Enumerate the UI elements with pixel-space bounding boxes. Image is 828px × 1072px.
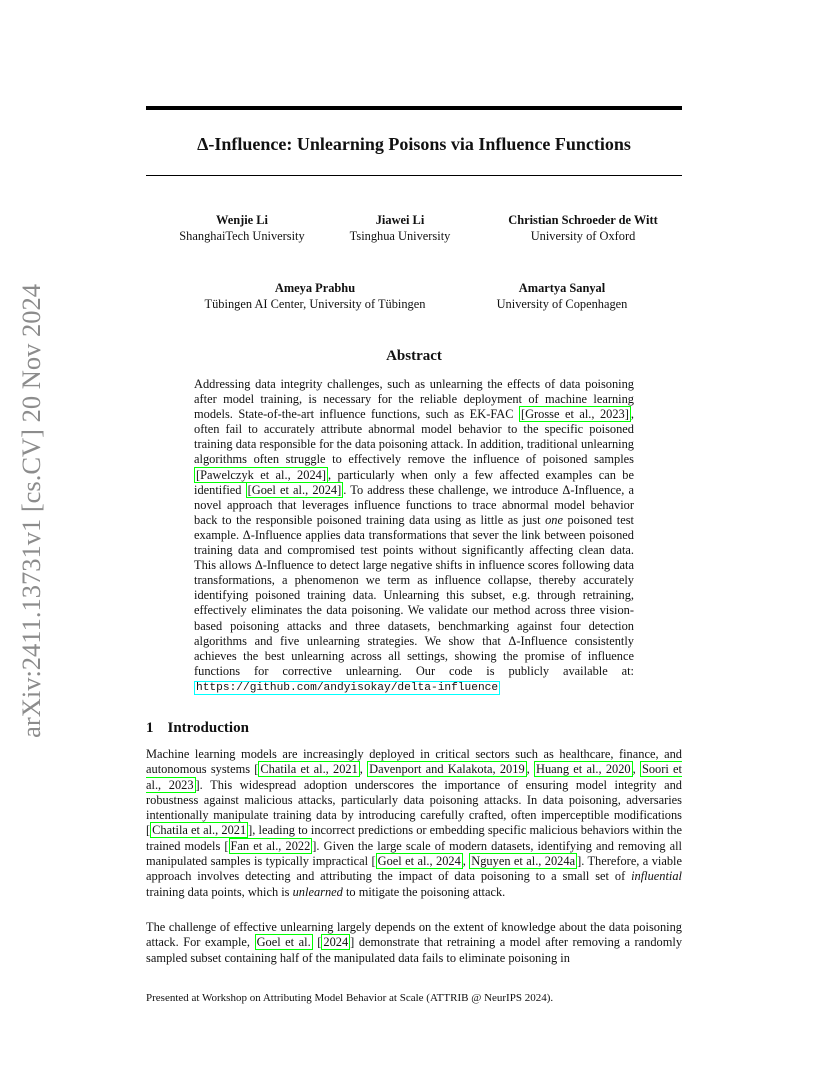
author-name: Christian Schroeder de Witt: [508, 213, 658, 227]
author-block: [180, 280, 450, 312]
citation-link[interactable]: Soori et al., 2023: [146, 762, 683, 792]
author-name: Wenjie Li: [216, 213, 268, 227]
citation-link[interactable]: Goel et al., 2024: [377, 854, 461, 869]
abstract-heading: Abstract: [386, 348, 442, 364]
title-bottom-rule: [146, 175, 682, 176]
citation-link[interactable]: Nguyen et al., 2024a: [471, 854, 576, 869]
arxiv-identifier: arXiv:2411.13731v1 [cs.CV] 20 Nov 2024: [16, 284, 46, 738]
author-affiliation: ShanghaiTech University: [179, 229, 305, 243]
author-affiliation: University of Oxford: [530, 229, 636, 243]
introduction-paragraph: The challenge of effective unlearning largely depends on the extent of knowledge about the data poisoning attack. For example, Goel et al. [ 2024 ] demonstrate that retraining a model after removing a randomly sampled subset containing half of the manipulated data fails to eliminate poisoning in: [146, 920, 683, 965]
paper-title: Δ-Influence: Unlearning Poisons via Influence Functions: [197, 134, 631, 154]
author-affiliation: University of Copenhagen: [496, 297, 628, 311]
citation-link[interactable]: Fan et al., 2022: [230, 838, 311, 853]
citation-link[interactable]: Chatila et al., 2021: [152, 823, 247, 838]
author-block: [166, 212, 318, 244]
citation-link[interactable]: 2024: [323, 935, 349, 950]
author-name: Jiawei Li: [375, 213, 425, 227]
author-block: [478, 280, 646, 312]
title-top-rule: [146, 106, 682, 110]
author-block: [478, 212, 688, 244]
author-name: Amartya Sanyal: [518, 281, 606, 295]
section-title: Introduction: [167, 720, 249, 736]
author-affiliation: Tsinghua University: [349, 229, 451, 243]
citation-link[interactable]: Goel et al.: [256, 935, 311, 950]
citation-link[interactable]: Chatila et al., 2021: [260, 762, 358, 777]
abstract-body: Addressing data integrity challenges, such as unlearning the effects of data poisoning after model training, is necessary for the reliable deployment of machine learning models. State-of-the-art influence functions, such as EK-FAC [Grosse et al., 2023] , often fail to accurately attribute abnormal model behavior to the specific poisoned training data responsible for the data poisoning attack. In addition, traditional unlearning algorithms often struggle to effectively remove the influence of poisoned samples [Pawelczyk et al., 2024] , particularly when only a few affected examples can be identified [Goel et al., 2024] . To address these challenge, we introduce Δ-Influence, a novel approach that leverages influence functions to trace abnormal model behavior back to the responsible poisoned training data using as little as just one poisoned test example. Δ-Influence applies data transformations that sever the link between poisoned training data and compromised test points without significantly affecting clean data. This allows Δ-Influence to detect large negative shifts in influence scores following data transformations, a phenomenon we term as influence collapse, thereby accurately identifying poisoned training data. Unlearning this subset, e.g. through retraining, effectively eliminates the data poisoning. We validate our method across three vision-based poisoning attacks and three datasets, benchmarking against four detection algorithms and five unlearning strategies. We show that Δ-Influence consistently achieves the best unlearning across all settings, showing the promise of influence functions for corrective unlearning. Our code is publicly available at: https://github.com/andyisokay/delta-influence: [194, 377, 634, 694]
section-heading: [146, 719, 249, 737]
citation-link[interactable]: [Goel et al., 2024]: [247, 482, 342, 497]
citation-link[interactable]: [Pawelczyk et al., 2024]: [196, 467, 326, 482]
footer-note: Presented at Workshop on Attributing Model Behavior at Scale (ATTRIB @ NeurIPS 2024).: [146, 992, 554, 1004]
code-url-link[interactable]: https://github.com/andyisokay/delta-influence: [196, 681, 499, 694]
author-block: [330, 212, 470, 244]
citation-link[interactable]: Huang et al., 2020: [536, 762, 631, 777]
citation-link[interactable]: [Grosse et al., 2023]: [520, 407, 629, 422]
introduction-paragraph: Machine learning models are increasingly deployed in critical sectors such as healthcare, finance, and autonomous systems [ Chatila et al., 2021 , Davenport and Kalakota, 2019 , Huang et al., 2020 , Soori et al., 2023 ]. This widespread adoption underscores the importance of ensuring model integrity and robustness against malicious attacks, particularly data poisoning attacks. In data poisoning, adversaries intentionally manipulate training data by introducing carefully crafted, often imperceptible modifications [ Chatila et al., 2021 ], leading to incorrect predictions or embedding specific malicious behaviors within the trained models [ Fan et al., 2022 ]. Given the large scale of modern datasets, identifying and removing all manipulated samples is typically impractical [ Goel et al., 2024 , Nguyen et al., 2024a ]. Therefore, a viable approach involves detecting and attributing the impact of data poisoning to a small set of influential training data points, which is unlearned to mitigate the poisoning attack.: [146, 747, 683, 899]
author-name: Ameya Prabhu: [274, 281, 356, 295]
citation-link[interactable]: Davenport and Kalakota, 2019: [369, 762, 525, 777]
section-number: 1: [146, 720, 154, 736]
author-affiliation: Tübingen AI Center, University of Tübingen: [204, 297, 426, 311]
